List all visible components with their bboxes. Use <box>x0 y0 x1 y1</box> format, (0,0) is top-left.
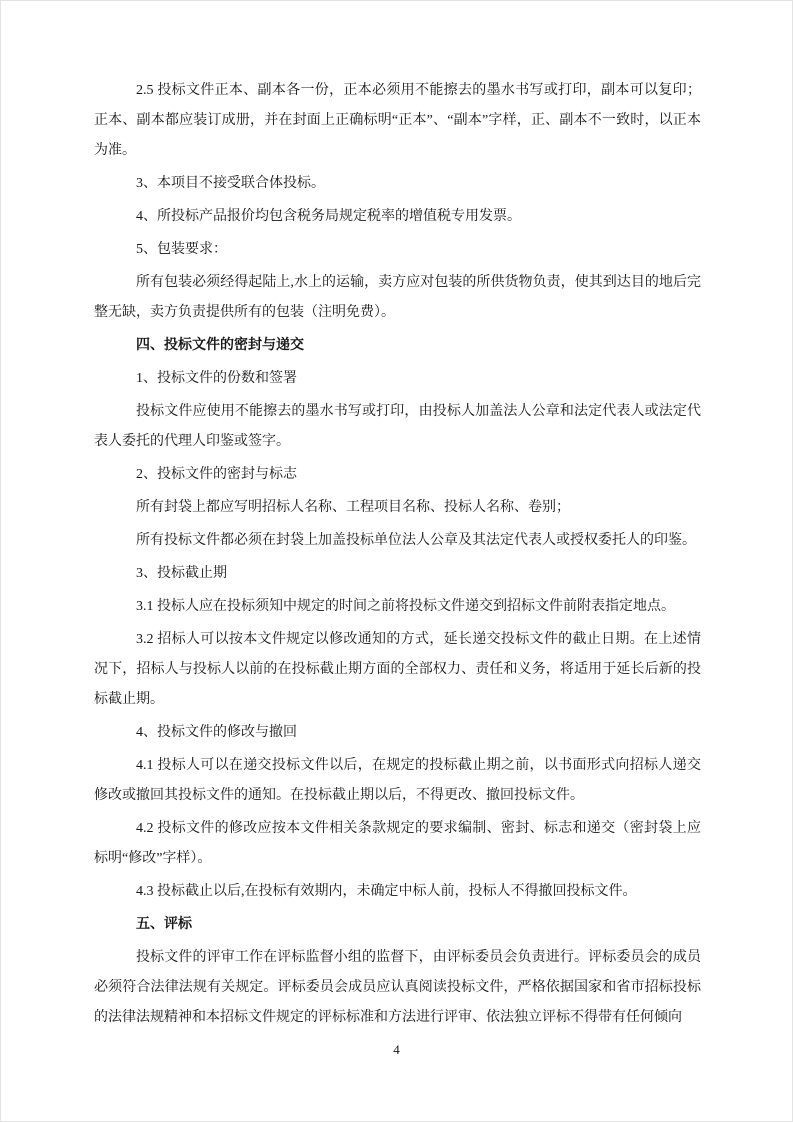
para-signing-detail: 投标文件应使用不能擦去的墨水书写或打印，由投标人加盖法人公章和法定代表人或法定代表人委托的代理人印鉴或签字。 <box>94 404 701 449</box>
section-heading-5-evaluation: 五、评标 <box>136 917 192 932</box>
item-2-sealing-marking: 2、投标文件的密封与标志 <box>136 467 297 482</box>
para-4-1-withdrawal-notice: 4.1 投标人可以在递交投标文件以后，在规定的投标截止期之前，以书面形式向招标人递交修改或撤回其投标文件的通知。在投标截止期以后，不得更改、撤回投标文件。 <box>94 758 701 803</box>
para-4-2-modification-sealing: 4.2 投标文件的修改应按本文件相关条款规定的要求编制、密封、标志和递交（密封袋上应标明“修改”字样）。 <box>94 821 701 866</box>
item-4-tax-invoice: 4、所投标产品报价均包含税务局规定税率的增值税专用发票。 <box>136 209 521 224</box>
para-3-2-deadline-extension: 3.2 招标人可以按本文件规定以修改通知的方式，延长递交投标文件的截止日期。在上述情况下，招标人与投标人以前的在投标截止期方面的全部权力、责任和义务，将适用于延长后新的投标截止期。 <box>94 632 701 707</box>
para-packaging-detail: 所有包装必须经得起陆上,水上的运输，卖方应对包装的所供货物负责，使其到达目的地后完整无缺，卖方负责提供所有的包装（注明免费）。 <box>94 275 701 320</box>
para-2-5-original-copies: 2.5 投标文件正本、副本各一份，正本必须用不能擦去的墨水书写或打印，副本可以复印；正本、副本都应装订成册，并在封面上正确标明“正本”、“副本”字样，正、副本不一致时，以正本为准。 <box>94 83 701 158</box>
para-envelope-labeling: 所有封袋上都应写明招标人名称、工程项目名称、投标人名称、卷别； <box>136 500 570 515</box>
item-3-no-consortium: 3、本项目不接受联合体投标。 <box>136 176 325 191</box>
section-heading-4-sealing-submission: 四、投标文件的密封与递交 <box>136 338 304 353</box>
para-evaluation-committee: 投标文件的评审工作在评标监督小组的监督下，由评标委员会负责进行。评标委员会的成员必须符合法律法规有关规定。评标委员会成员应认真阅读投标文件，严格依据国家和省市招标投标的法律法规精神和本招标文件规定的评标标准和方法进行评审、依法独立评标不得带有任何倾向 <box>94 950 701 1025</box>
para-envelope-sealing: 所有投标文件都必须在封袋上加盖投标单位法人公章及其法定代表人或授权委托人的印鉴。 <box>136 533 696 548</box>
para-4-3-no-withdrawal: 4.3 投标截止以后,在投标有效期内，未确定中标人前，投标人不得撤回投标文件。 <box>136 884 637 899</box>
item-4-modification-withdrawal: 4、投标文件的修改与撤回 <box>136 725 297 740</box>
para-3-1-submission-location: 3.1 投标人应在投标须知中规定的时间之前将投标文件递交到招标文件前附表指定地点。 <box>136 599 675 614</box>
page-number: 4 <box>393 1042 400 1057</box>
item-3-bid-deadline: 3、投标截止期 <box>136 566 227 581</box>
item-5-packaging-requirements: 5、包装要求： <box>136 242 227 257</box>
item-1-copies-and-signing: 1、投标文件的份数和签署 <box>136 371 297 386</box>
document-body <box>94 76 701 1036</box>
